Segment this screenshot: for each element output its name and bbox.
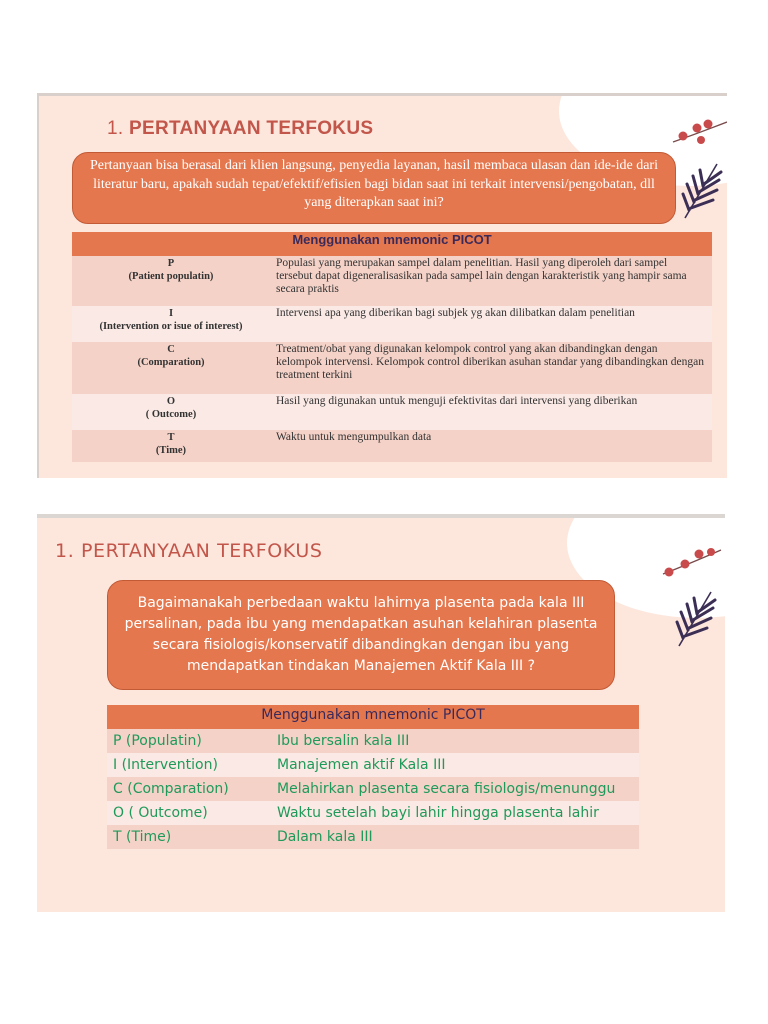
picot-key: C (Comparation) <box>107 777 271 801</box>
slide-1 <box>37 93 727 478</box>
berry-branch-icon <box>661 542 723 582</box>
table-row <box>72 306 712 342</box>
table-row <box>107 801 639 825</box>
table-header: Menggunakan mnemonic PICOT <box>107 705 639 729</box>
picot-desc: Populasi yang merupakan sampel dalam penelitian. Hasil yang diperoleh dari sampel tersebut dapat digeneralisasikan pada sampel lain dengan karakteristik yang hampir sama secara praktis <box>270 256 712 306</box>
picot-key <box>72 256 270 306</box>
question-box: Bagaimanakah perbedaan waktu lahirnya plasenta pada kala III persalinan, pada ibu yang mendapatkan asuhan kelahiran plasenta secara fisiologis/konservatif dibandingkan dengan ibu yang mendapatkan tindakan Manajemen Aktif Kala III ? <box>107 580 615 690</box>
picot-key <box>72 430 270 462</box>
picot-desc: Waktu untuk mengumpulkan data <box>270 430 712 462</box>
question-box: Pertanyaan bisa berasal dari klien langsung, penyedia layanan, hasil membaca ulasan dan ide-ide dari literatur baru, apakah sudah tepat/efektif/efisien bagi bidan saat ini terkait intervensi/pengobatan, dll yang diterapkan saat ini? <box>72 152 676 224</box>
table-row <box>72 256 712 306</box>
picot-letter: T <box>167 432 175 443</box>
slide-2 <box>37 514 725 912</box>
picot-key: T (Time) <box>107 825 271 849</box>
picot-desc: Treatment/obat yang digunakan kelompok control yang akan dibandingkan dengan kelompok intervensi. Kelompok control diberikan asuhan standar yang dibandingkan dengan treatment terkini <box>270 342 712 394</box>
table-row <box>107 729 639 753</box>
picot-label: (Time) <box>155 445 187 456</box>
slide-2-title: 1. PERTANYAAN TERFOKUS <box>55 540 323 562</box>
picot-key: O ( Outcome) <box>107 801 271 825</box>
picot-letter: C <box>167 344 175 355</box>
berry-branch-icon <box>671 114 727 154</box>
picot-value: Manajemen aktif Kala III <box>271 753 639 777</box>
picot-desc: Hasil yang digunakan untuk menguji efektivitas dari intervensi yang diberikan <box>270 394 712 430</box>
picot-value: Dalam kala III <box>271 825 639 849</box>
table-row <box>107 777 639 801</box>
picot-label: (Comparation) <box>137 357 205 368</box>
table-row <box>107 753 639 777</box>
picot-value: Melahirkan plasenta secara fisiologis/menunggu <box>271 777 639 801</box>
table-row <box>72 394 712 430</box>
picot-table <box>107 705 639 849</box>
picot-key <box>72 394 270 430</box>
picot-label: (Patient populatin) <box>128 271 214 282</box>
picot-letter: P <box>167 258 175 269</box>
table-row <box>72 430 712 462</box>
table-row <box>107 825 639 849</box>
picot-value: Ibu bersalin kala III <box>271 729 639 753</box>
table-row <box>72 342 712 394</box>
picot-key: I (Intervention) <box>107 753 271 777</box>
leaf-icon <box>679 158 725 222</box>
table-header: Menggunakan mnemonic PICOT <box>72 232 712 256</box>
picot-value: Waktu setelah bayi lahir hingga plasenta lahir <box>271 801 639 825</box>
picot-key <box>72 306 270 342</box>
picot-table <box>72 232 712 462</box>
picot-letter: I <box>168 308 174 319</box>
picot-key: P (Populatin) <box>107 729 271 753</box>
picot-label: ( Outcome) <box>145 409 197 420</box>
slide-1-title: 1. PERTANYAAN TERFOKUS <box>107 118 374 139</box>
picot-letter: O <box>166 396 176 407</box>
picot-desc: Intervensi apa yang diberikan bagi subjek yg akan dilibatkan dalam penelitian <box>270 306 712 342</box>
picot-label: (Intervention or isue of interest) <box>99 321 243 332</box>
picot-key <box>72 342 270 394</box>
table-header-row <box>72 232 712 256</box>
table-header-row <box>107 705 639 729</box>
leaf-icon <box>673 586 719 650</box>
